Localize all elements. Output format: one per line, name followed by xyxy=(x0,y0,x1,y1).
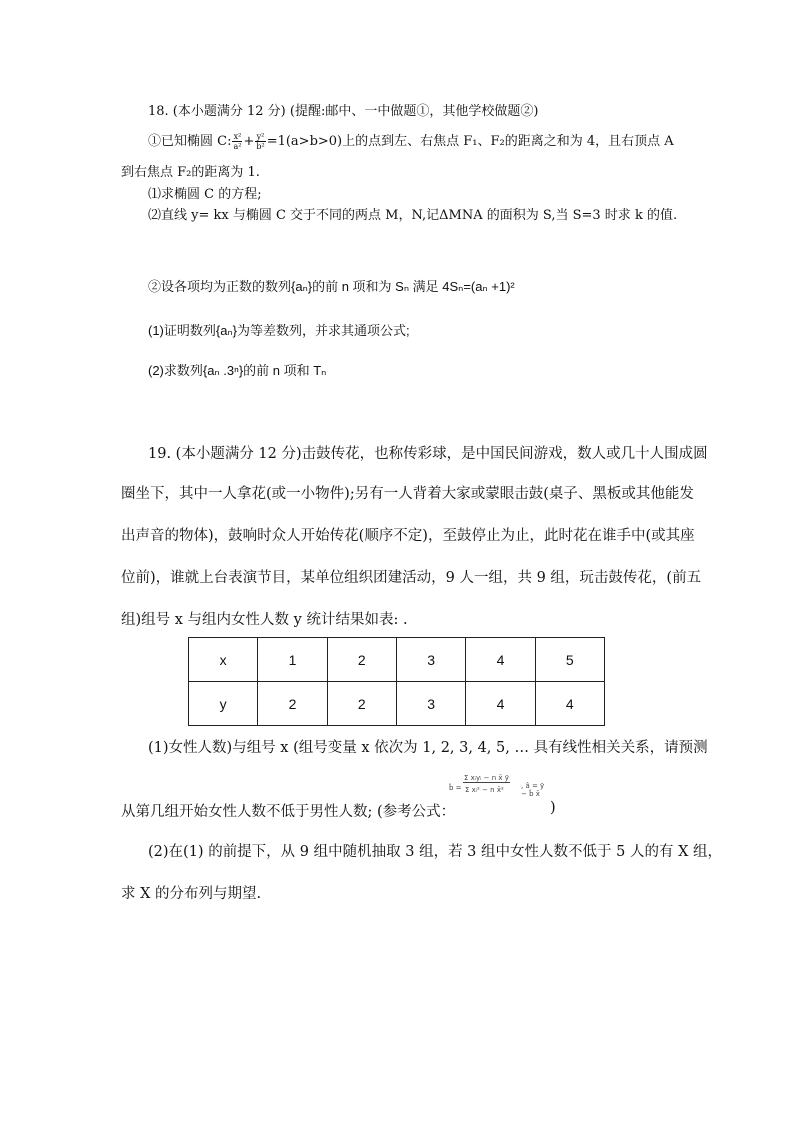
table-cell: y xyxy=(189,682,258,726)
formula-close-paren: ) xyxy=(550,800,556,816)
formula-a-hat: , â = ȳ − b̂ x̄ xyxy=(521,782,545,798)
table-cell: 2 xyxy=(327,638,396,682)
q19-line3: 出声音的物体)，鼓响时众人开始传花(顺序不定)，至鼓停止为止，此时花在谁手中(或其座 xyxy=(121,528,695,544)
formula-b-hat: b̂ = xyxy=(449,784,462,792)
table-cell: x xyxy=(189,638,258,682)
q18-part2-sub2: (2)求数列{aₙ .3ⁿ}的前 n 项和 Tₙ xyxy=(148,363,327,378)
q18-part1-line1: ①已知椭圆 C: $\frac{\text{x²}}{\text{a²}}$ + $\frac{\text{y²}}{\text{b²}}$ =1(a>b>0)上的点到左、右焦点 F₁、F₂的距离之和为 4，且右顶点 A xyxy=(148,132,674,151)
table-cell: 3 xyxy=(396,638,465,682)
table-cell: 5 xyxy=(535,638,604,682)
q18-header: 18. (本小题满分 12 分) (提醒:邮中、一中做题①，其他学校做题②) xyxy=(148,104,539,119)
q19-sub2-line1: (2)在(1) 的前提下，从 9 组中随机抽取 3 组，若 3 组中女性人数不低于 5 人的有 X 组， xyxy=(148,844,723,860)
table-cell: 2 xyxy=(258,682,327,726)
ellipse-fraction-y: $\frac{\text{y²}}{\text{b²}}$ xyxy=(256,132,265,151)
table-row xyxy=(189,638,605,682)
ellipse-fraction-x: $\frac{\text{x²}}{\text{a²}}$ xyxy=(233,132,242,151)
q19-sub1-line1: (1)女性人数)与组号 x (组号变量 x 依次为 1, 2, 3, 4, 5, … 具有线性相关关系，请预测 xyxy=(148,740,708,756)
table-cell: 4 xyxy=(466,682,535,726)
table-row xyxy=(189,682,605,726)
formula-numerator: Σ xᵢyᵢ − n x̄ ȳ xyxy=(464,774,509,782)
group-statistics-table xyxy=(188,637,605,726)
table-cell: 2 xyxy=(327,682,396,726)
q19-line4: 位前)，谁就上台表演节目，某单位组织团建活动，9 人一组，共 9 组，玩击鼓传花，(前五 xyxy=(121,570,702,586)
q18-sub1: ⑴求椭圆 C 的方程; xyxy=(148,187,262,202)
q19-line5: 组)组号 x 与组内女性人数 y 统计结果如表: . xyxy=(121,612,408,628)
table-cell: 1 xyxy=(258,638,327,682)
q18-part1-prefix: ①已知椭圆 C: xyxy=(148,134,232,149)
q18-part2-line: ②设各项均为正数的数列{aₙ}的前 n 项和为 Sₙ 满足 4Sₙ=(aₙ +1)² xyxy=(148,279,515,294)
q19-line1: 19. (本小题满分 12 分)击鼓传花，也称传彩球，是中国民间游戏，数人或几十人围成圆 xyxy=(148,446,708,462)
q19-sub2-line2: 求 X 的分布列与期望. xyxy=(121,886,262,902)
regression-formula xyxy=(449,770,549,814)
q18-part1-suffix: =1(a>b>0)上的点到左、右焦点 F₁、F₂的距离之和为 4，且右顶点 A xyxy=(266,134,674,149)
q18-sub2: ⑵直线 y= kx 与椭圆 C 交于不同的两点 M，N,记ΔMNA 的面积为 S,当 S=3 时求 k 的值. xyxy=(148,208,678,223)
q19-sub1-line2: 从第几组开始女性人数不低于男性人数; (参考公式： xyxy=(121,804,456,820)
table-cell: 3 xyxy=(396,682,465,726)
q19-line2: 圈坐下，其中一人拿花(或一小物件);另有一人背着大家或蒙眼击鼓(桌子、黑板或其他能发 xyxy=(121,486,694,502)
q18-part1-line2: 到右焦点 F₂的距离为 1. xyxy=(121,165,260,180)
table-cell: 4 xyxy=(466,638,535,682)
table-cell: 4 xyxy=(535,682,604,726)
q18-part2-sub1: (1)证明数列{aₙ}为等差数列，并求其通项公式; xyxy=(148,323,410,338)
formula-denominator: Σ xᵢ² − n x̄² xyxy=(465,786,504,794)
